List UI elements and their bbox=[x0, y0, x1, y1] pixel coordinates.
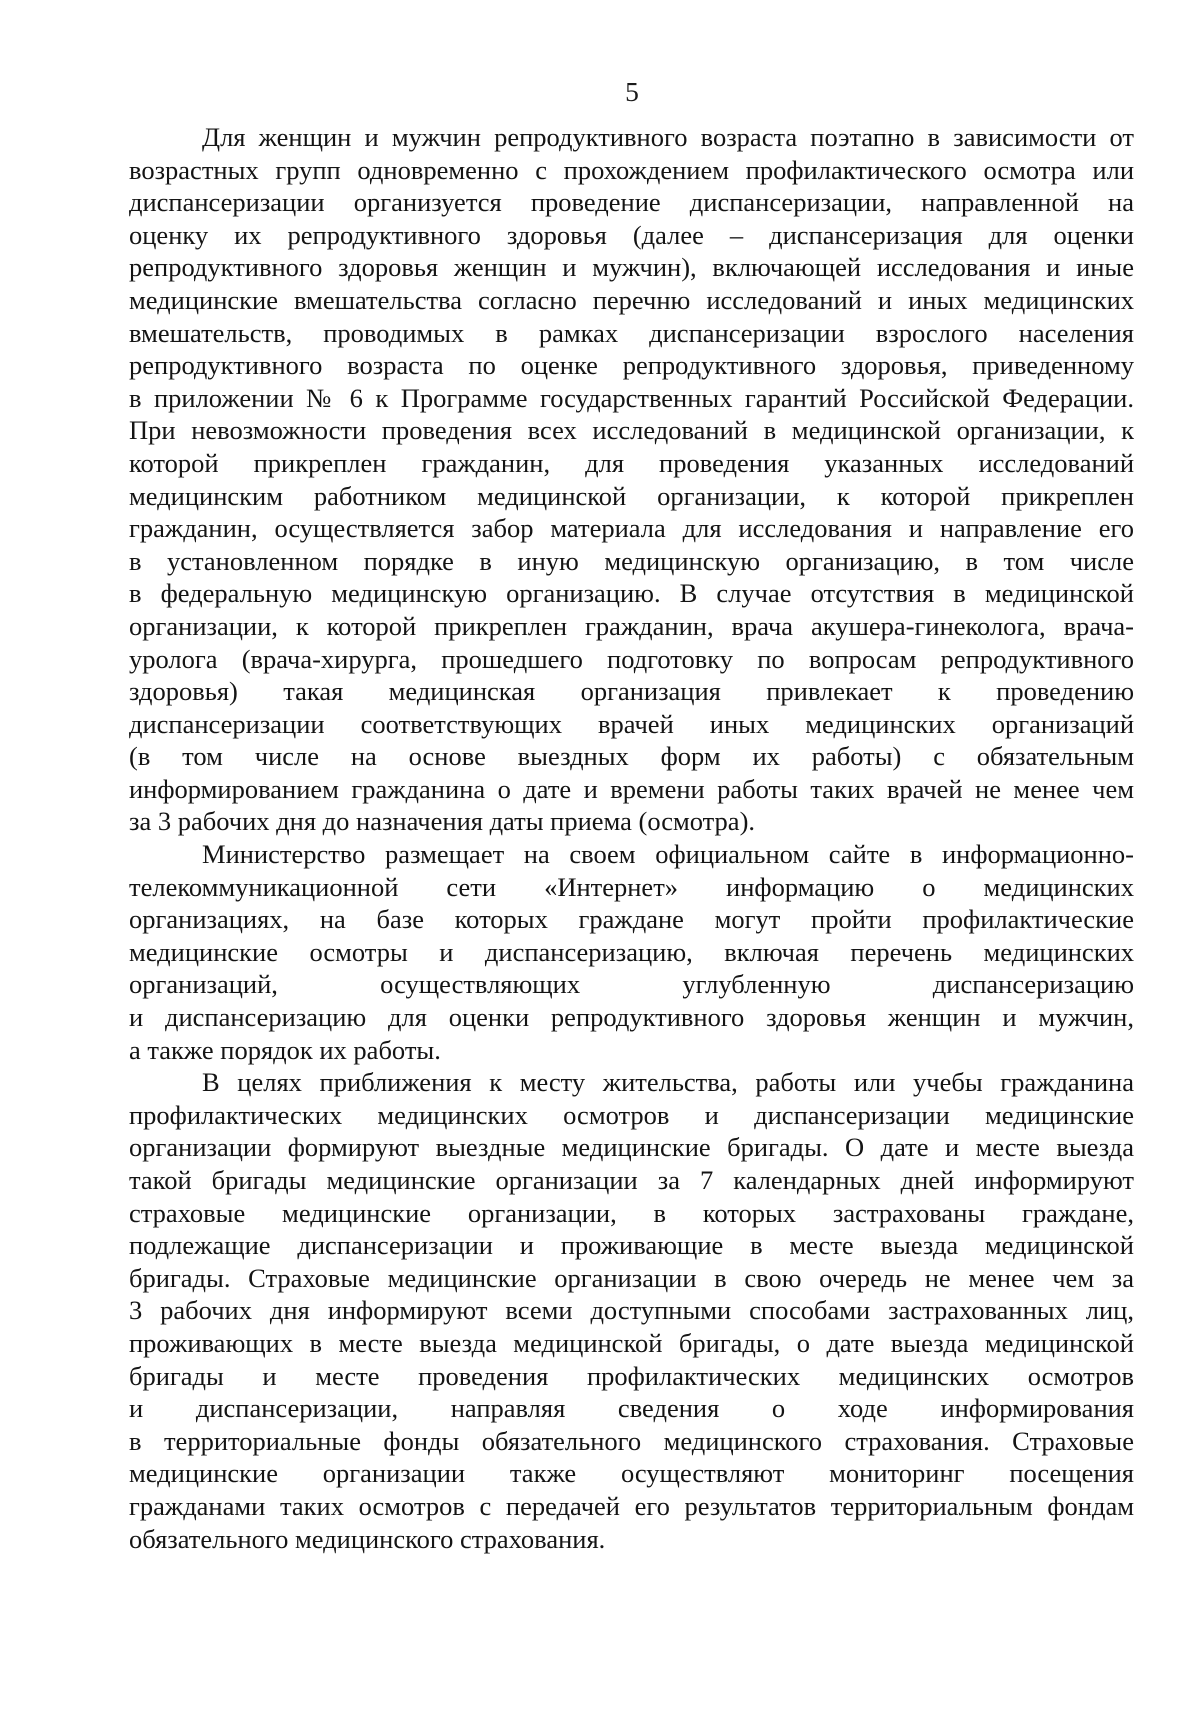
text-line: в территориальные фонды обязательного медицинского страхования. Страховые bbox=[129, 1425, 1134, 1456]
text-line: бригады и месте проведения профилактических медицинских осмотров bbox=[129, 1360, 1134, 1391]
text-line: медицинским работником медицинской организации, к которой прикреплен bbox=[129, 480, 1134, 511]
text-line: проживающих в месте выезда медицинской бригады, о дате выезда медицинской bbox=[129, 1327, 1134, 1358]
text-line: в федеральную медицинскую организацию. В случае отсутствия в медицинской bbox=[129, 578, 1134, 609]
text-line: организации формируют выездные медицинские бригады. О дате и месте выезда bbox=[129, 1132, 1134, 1163]
text-line: репродуктивного возраста по оценке репродуктивного здоровья, приведенному bbox=[129, 350, 1134, 381]
text-line: информированием гражданина о дате и времени работы таких врачей не менее чем bbox=[129, 773, 1134, 804]
text-line: в установленном порядке в иную медицинскую организацию, в том числе bbox=[129, 545, 1134, 576]
text-line: профилактических медицинских осмотров и диспансеризации медицинские bbox=[129, 1099, 1134, 1130]
text-line: вмешательств, проводимых в рамках диспансеризации взрослого населения bbox=[129, 317, 1134, 348]
text-line: оценку их репродуктивного здоровья (далее – диспансеризация для оценки bbox=[129, 219, 1134, 250]
text-line: медицинские организации также осуществляют мониторинг посещения bbox=[129, 1458, 1134, 1489]
text-line: и диспансеризацию для оценки репродуктивного здоровья женщин и мужчин, bbox=[129, 1002, 1134, 1033]
text-line: возрастных групп одновременно с прохождением профилактического осмотра или bbox=[129, 154, 1134, 185]
text-line: телекоммуникационной сети «Интернет» информацию о медицинских bbox=[129, 871, 1134, 902]
text-line: такой бригады медицинские организации за 7 календарных дней информируют bbox=[129, 1165, 1134, 1195]
text-line: обязательного медицинского страхования. bbox=[129, 1523, 606, 1554]
text-line: При невозможности проведения всех исследований в медицинской организации, к bbox=[129, 415, 1134, 446]
text-line: в приложении № 6 к Программе государственных гарантий Российской Федерации. bbox=[129, 382, 1134, 413]
text-line: репродуктивного здоровья женщин и мужчин), включающей исследования и иные bbox=[129, 252, 1134, 283]
paragraph-3 bbox=[129, 1066, 1134, 1555]
text-line: гражданин, осуществляется забор материала для исследования и направление его bbox=[129, 513, 1134, 544]
text-line: страховые медицинские организации, в которых застрахованы граждане, bbox=[129, 1197, 1134, 1228]
text-line: а также порядок их работы. bbox=[129, 1034, 441, 1065]
text-line: и диспансеризации, направляя сведения о ходе информирования bbox=[129, 1393, 1134, 1424]
text-line: организации, к которой прикреплен гражданин, врача акушера-гинеколога, врача- bbox=[129, 610, 1134, 641]
text-line: здоровья) такая медицинская организация привлекает к проведению bbox=[129, 676, 1134, 707]
text-line: медицинские вмешательства согласно перечню исследований и иных медицинских bbox=[129, 284, 1134, 315]
text-line: подлежащие диспансеризации и проживающие в месте выезда медицинской bbox=[129, 1230, 1134, 1261]
text-line: за 3 рабочих дня до назначения даты приема (осмотра). bbox=[129, 806, 756, 837]
text-line: (в том числе на основе выездных форм их работы) с обязательным bbox=[129, 741, 1134, 772]
text-line: В целях приближения к месту жительства, работы или учебы гражданина bbox=[202, 1067, 1134, 1098]
text-line: бригады. Страховые медицинские организации в свою очередь не менее чем за bbox=[129, 1262, 1134, 1293]
text-line: диспансеризации соответствующих врачей иных медицинских организаций bbox=[129, 708, 1134, 739]
text-line: 3 рабочих дня информируют всеми доступными способами застрахованных лиц, bbox=[129, 1295, 1134, 1326]
text-line: медицинские осмотры и диспансеризацию, включая перечень медицинских bbox=[129, 936, 1134, 967]
document-body bbox=[129, 121, 1134, 1555]
text-line: диспансеризации организуется проведение диспансеризации, направленной на bbox=[129, 187, 1134, 218]
paragraph-2 bbox=[129, 838, 1134, 1066]
text-line: уролога (врача-хирурга, прошедшего подготовку по вопросам репродуктивного bbox=[129, 643, 1134, 674]
page-number: 5 bbox=[625, 76, 639, 107]
text-line: Для женщин и мужчин репродуктивного возраста поэтапно в зависимости от bbox=[202, 122, 1134, 152]
text-line: организаций, осуществляющих углубленную диспансеризацию bbox=[129, 969, 1134, 1000]
text-line: Министерство размещает на своем официальном сайте в информационно- bbox=[202, 839, 1134, 870]
text-line: которой прикреплен гражданин, для проведения указанных исследований bbox=[129, 447, 1134, 478]
paragraph-1 bbox=[129, 121, 1134, 838]
text-line: гражданами таких осмотров с передачей его результатов территориальным фондам bbox=[129, 1490, 1134, 1521]
text-line: организациях, на базе которых граждане могут пройти профилактические bbox=[129, 904, 1134, 935]
